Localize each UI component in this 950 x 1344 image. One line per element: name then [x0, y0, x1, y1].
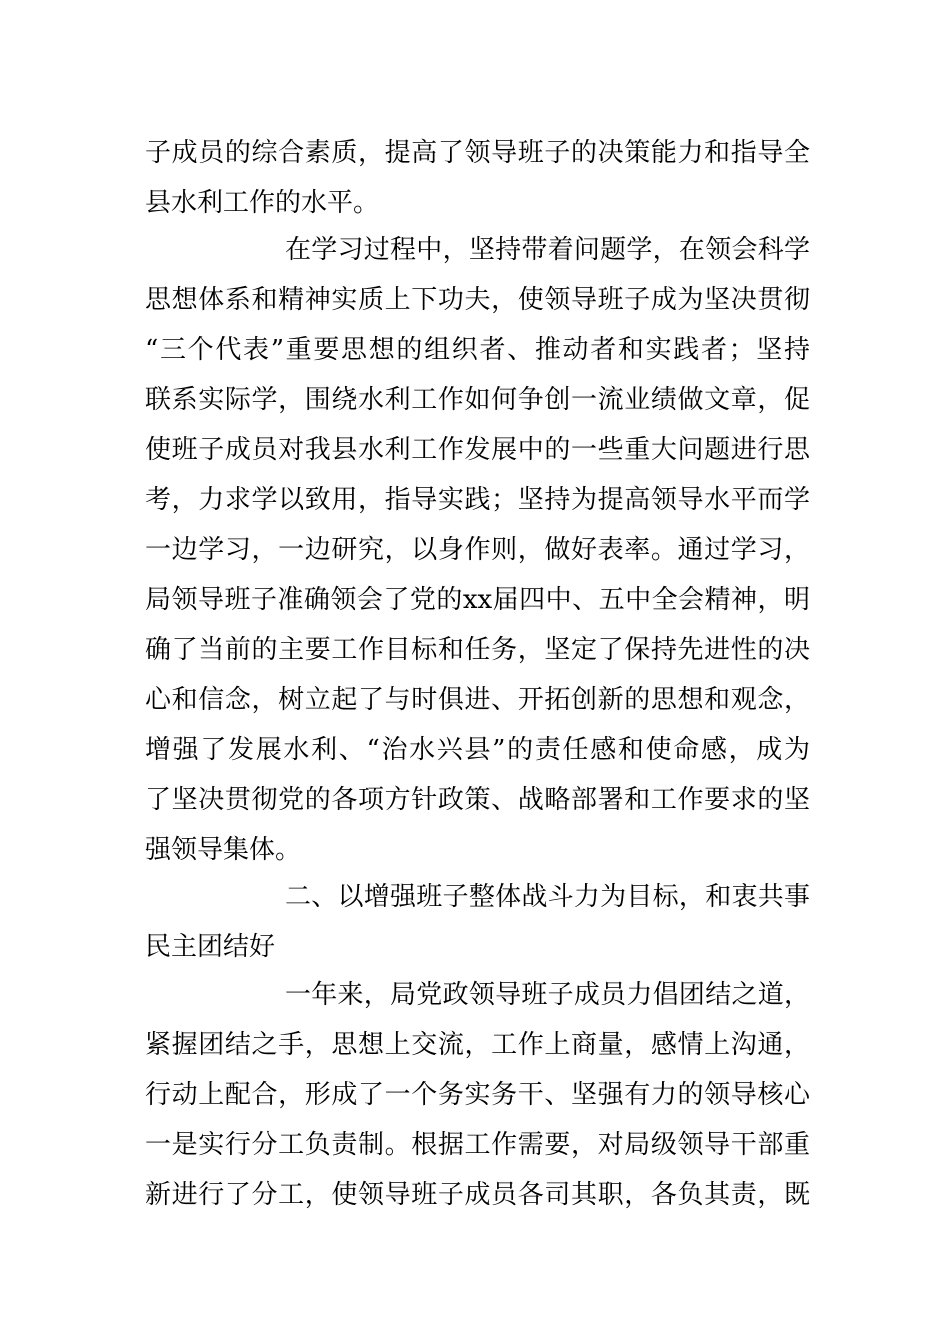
text-line: 心和信念，树立起了与时俱进、开拓创新的思想和观念，: [145, 685, 810, 715]
text-line: 确了当前的主要工作目标和任务，坚定了保持先进性的决: [145, 635, 810, 665]
text-line: 局领导班子准确领会了党的xx届四中、五中全会精神，明: [145, 585, 810, 615]
section-heading: 二、以增强班子整体战斗力为目标，和衷共事: [285, 882, 810, 912]
text-line: “三个代表”重要思想的组织者、推动者和实践者；坚持: [145, 335, 810, 365]
paragraph-start-line: 一年来，局党政领导班子成员力倡团结之道，: [285, 980, 810, 1010]
text-line: 增强了发展水利、“治水兴县”的责任感和使命感，成为: [145, 735, 810, 765]
text-line: 考，力求学以致用，指导实践；坚持为提高领导水平而学: [145, 485, 810, 515]
text-line: 一是实行分工负责制。根据工作需要，对局级领导干部重: [145, 1130, 810, 1160]
text-line: 子成员的综合素质，提高了领导班子的决策能力和指导全: [145, 138, 810, 168]
text-line: 一边学习，一边研究，以身作则，做好表率。通过学习，: [145, 535, 810, 565]
text-line: 县水利工作的水平。: [145, 188, 380, 218]
paragraph-start-line: 在学习过程中，坚持带着问题学，在领会科学: [285, 235, 810, 265]
text-line: 新进行了分工，使领导班子成员各司其职，各负其责，既: [145, 1180, 810, 1210]
text-line: 使班子成员对我县水利工作发展中的一些重大问题进行思: [145, 435, 810, 465]
text-line: 联系实际学，围绕水利工作如何争创一流业绩做文章，促: [145, 385, 810, 415]
section-heading-continuation: 民主团结好: [145, 932, 276, 962]
text-line: 了坚决贯彻党的各项方针政策、战略部署和工作要求的坚: [145, 785, 810, 815]
text-line: 强领导集体。: [145, 835, 302, 865]
text-line: 思想体系和精神实质上下功夫，使领导班子成为坚决贯彻: [145, 285, 810, 315]
text-line: 行动上配合，形成了一个务实务干、坚强有力的领导核心: [145, 1080, 810, 1110]
text-line: 紧握团结之手，思想上交流，工作上商量，感情上沟通，: [145, 1030, 810, 1060]
